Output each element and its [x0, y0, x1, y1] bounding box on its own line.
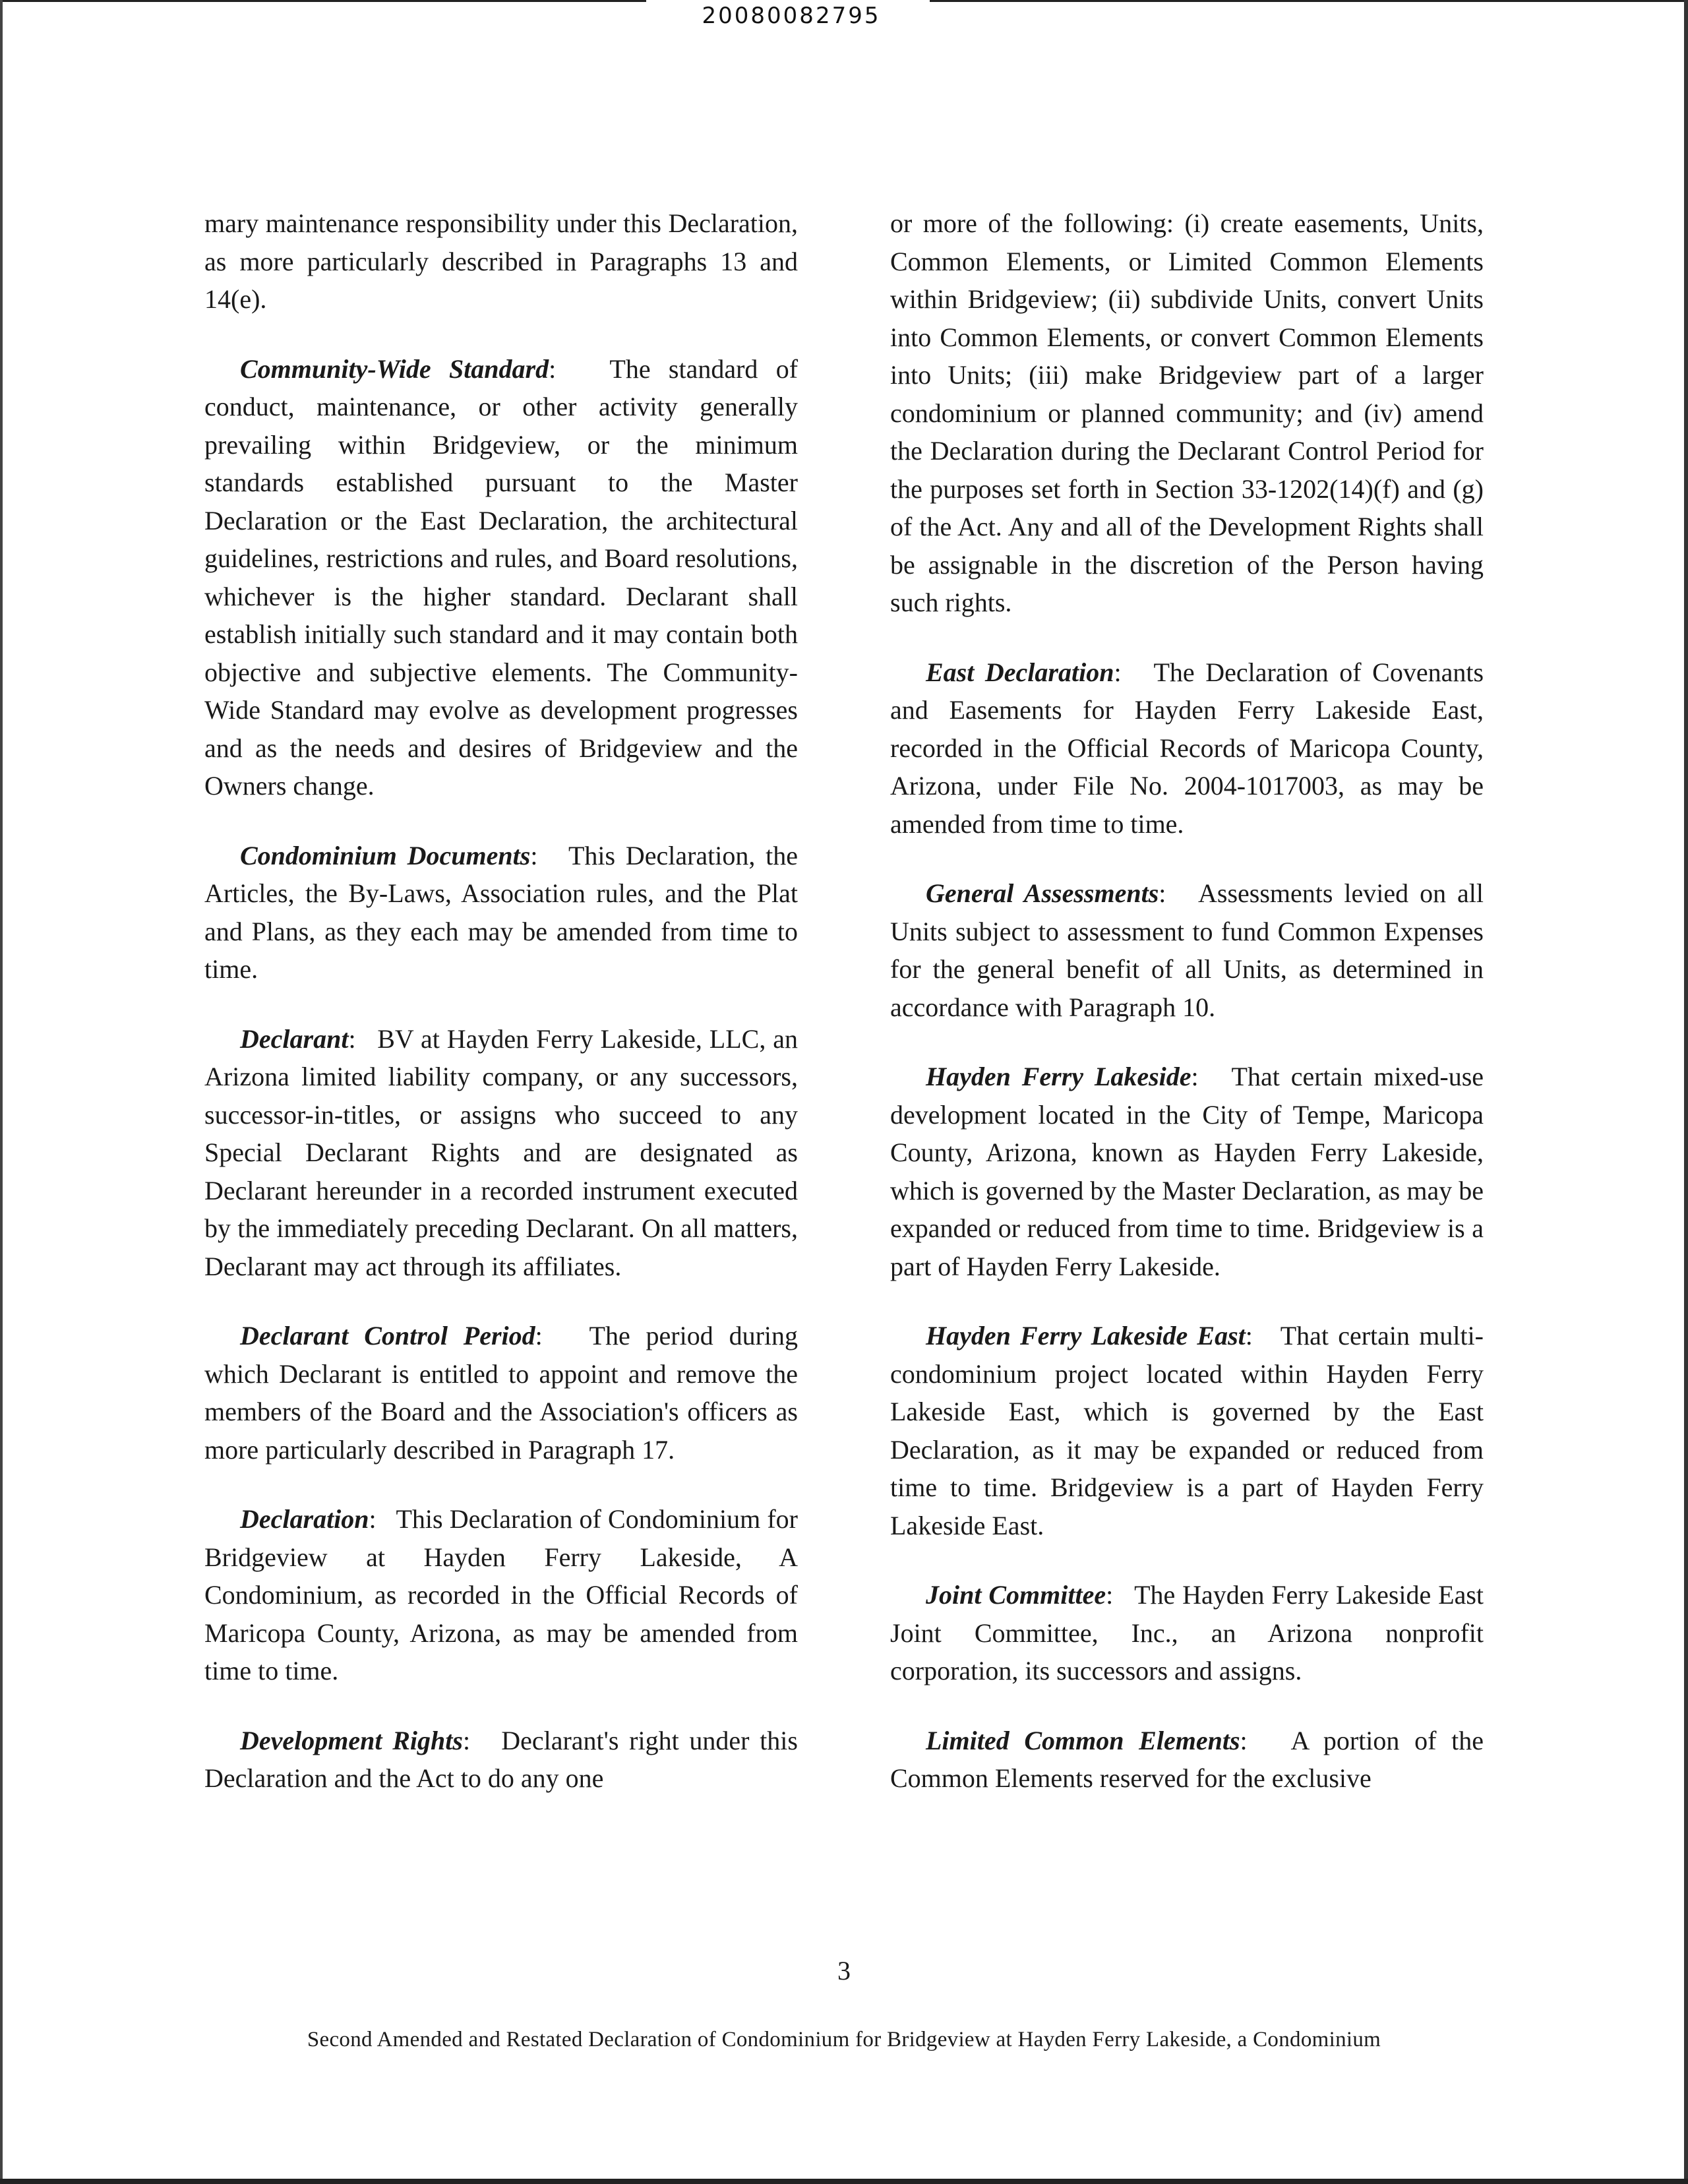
definition-declaration: Declaration: This Declaration of Condominium for Bridgeview at Hayden Ferry Lakeside, A Condominium, as recorded in the Official Records of Maricopa County, Arizona, as may be amended from time to time.: [204, 1504, 799, 1685]
definition-text: A portion of the Common Elements reserved for the exclusive: [890, 1725, 1484, 1793]
paragraph-text: mary maintenance responsibility under this Declaration, as more particularly described in Paragraphs 13 and 14(e).: [204, 208, 798, 314]
definition-text: Assessments levied on all Units subject to assessment to fund Common Expenses for the general benefit of all Units, as determined in accordance with Paragraph 10.: [890, 878, 1484, 1022]
page-number: 3: [837, 1956, 851, 1986]
footer-title: Second Amended and Restated Declaration of Condominium for Bridgeview at Hayden Ferry Lakeside, a Condominium: [307, 2028, 1381, 2051]
definition-text: Declarant's right under this Declaration and the Act to do any one: [204, 1725, 798, 1793]
term: Declarant Control Period: [240, 1321, 535, 1350]
term: Development Rights: [240, 1725, 463, 1755]
term: General Assessments: [926, 878, 1159, 908]
definition-text: This Declaration of Condominium for Bridgeview at Hayden Ferry Lakeside, A Condominium, as recorded in the Official Records of Maricopa County, Arizona, as may be amended from time to time.: [204, 1504, 799, 1685]
right-column: [890, 204, 1484, 1829]
definition-limited-common-elements: Limited Common Elements: A portion of the Common Elements reserved for the exclusive: [890, 1725, 1484, 1793]
definition-hayden-ferry-lakeside-east: Hayden Ferry Lakeside East: That certain multi-condominium project located within Hayden Ferry Lakeside East, which is governed by the East Declaration, as it may be expanded or reduced from time to time. Bridgeview is a part of Hayden Ferry Lakeside East.: [890, 1321, 1484, 1540]
paragraph-continued: [204, 204, 798, 318]
paragraph-continued: [890, 204, 1484, 622]
term: Hayden Ferry Lakeside: [926, 1062, 1191, 1091]
top-rule-left: [0, 0, 646, 2]
definition-hayden-ferry-lakeside: Hayden Ferry Lakeside: That certain mixed-use development located in the City of Tempe, Maricopa County, Arizona, known as Hayden Ferry Lakeside, which is governed by the Master Declaration, as may be expanded or reduced from time to time. Bridgeview is a part of Hayden Ferry Lakeside.: [890, 1062, 1484, 1281]
definition-text: The Hayden Ferry Lakeside East Joint Committee, Inc., an Arizona nonprofit corporation, its successors and assigns.: [890, 1580, 1484, 1685]
definition-text: The standard of conduct, maintenance, or other activity generally prevailing within Bridgeview, or the minimum standards established pursuant to the Master Declaration or the East Declaration, the architectural guidelines, restrictions and rules, and Board resolutions, whichever is the higher standard. Declarant shall establish initially such standard and it may contain both objective and subjective elements. The Community-Wide Standard may evolve as development progresses and as the needs and desires of Bridgeview and the Owners change.: [204, 353, 799, 801]
scan-border-bottom: [0, 2179, 1688, 2184]
definition-text: The Declaration of Covenants and Easements for Hayden Ferry Lakeside East, recorded in the Official Records of Maricopa County, Arizona, under File No. 2004-1017003, as may be amended from time to time.: [890, 657, 1484, 839]
definition-text: BV at Hayden Ferry Lakeside, LLC, an Arizona limited liability company, or any successors, successor-in-titles, or assigns who succeed to any Special Declarant Rights and are designated as Declarant hereunder in a recorded instrument executed by the immediately preceding Declarant. On all matters, Declarant may act through its affiliates.: [204, 1023, 798, 1281]
paragraph-text: or more of the following: (i) create easements, Units, Common Elements, or Limited Common Elements within Bridgeview; (ii) subdivide Units, convert Units into Common Elements, or convert Common Elements into Units; (iii) make Bridgeview part of a larger condominium or planned community; and (iv) amend the Declaration during the Declarant Control Period for the purposes set forth in Section 33-1202(14)(f) and (g) of the Act. Any and all of the Development Rights shall be assignable in the discretion of the Person having such rights.: [890, 208, 1484, 617]
definition-development-rights: Development Rights: Declarant's right under this Declaration and the Act to do any one: [204, 1725, 798, 1793]
term: Declaration: [240, 1504, 369, 1534]
top-rule-right: [930, 0, 1688, 2]
term: Declarant: [240, 1023, 349, 1054]
definition-text: This Declaration, the Articles, the By-Laws, Association rules, and the Plat and Plans, as they each may be amended from time to time.: [204, 840, 798, 984]
definition-joint-committee: Joint Committee: The Hayden Ferry Lakeside East Joint Committee, Inc., an Arizona nonprofit corporation, its successors and assigns.: [890, 1580, 1484, 1685]
definition-declarant-control-period: Declarant Control Period: The period during which Declarant is entitled to appoint and remove the members of the Board and the Association's officers as more particularly described in Paragraph 17.: [204, 1321, 799, 1465]
document-number: 20080082795: [702, 3, 881, 29]
definition-declarant: Declarant: BV at Hayden Ferry Lakeside, LLC, an Arizona limited liability company, or any successors, successor-in-titles, or assigns who succeed to any Special Declarant Rights and are designated as Declarant hereunder in a recorded instrument executed by the immediately preceding Declarant. On all matters, Declarant may act through its affiliates.: [204, 1023, 798, 1281]
term: Joint Committee: [926, 1580, 1106, 1610]
definition-community-wide-standard: Community-Wide Standard: The standard of conduct, maintenance, or other activity generally prevailing within Bridgeview, or the minimum standards established pursuant to the Master Declaration or the East Declaration, the architectural guidelines, restrictions and rules, and Board resolutions, whichever is the higher standard. Declarant shall establish initially such standard and it may contain both objective and subjective elements. The Community-Wide Standard may evolve as development progresses and as the needs and desires of Bridgeview and the Owners change.: [204, 353, 799, 801]
definition-condominium-documents: Condominium Documents: This Declaration, the Articles, the By-Laws, Association rules, and the Plat and Plans, as they each may be amended from time to time.: [204, 840, 798, 984]
left-column: [204, 204, 798, 1829]
definition-text: The period during which Declarant is entitled to appoint and remove the members of the Board and the Association's officers as more particularly described in Paragraph 17.: [204, 1321, 799, 1465]
definition-text: That certain mixed-use development located in the City of Tempe, Maricopa County, Arizona, known as Hayden Ferry Lakeside, which is governed by the Master Declaration, as may be expanded or reduced from time to time. Bridgeview is a part of Hayden Ferry Lakeside.: [890, 1062, 1484, 1281]
definition-east-declaration: East Declaration: The Declaration of Covenants and Easements for Hayden Ferry Lakeside East, recorded in the Official Records of Maricopa County, Arizona, under File No. 2004-1017003, as may be amended from time to time.: [890, 657, 1484, 839]
definition-general-assessments: General Assessments: Assessments levied on all Units subject to assessment to fund Common Expenses for the general benefit of all Units, as determined in accordance with Paragraph 10.: [890, 878, 1484, 1022]
term: Condominium Documents: [240, 840, 531, 870]
scan-border-right: [1684, 0, 1688, 2184]
term: Hayden Ferry Lakeside East: [926, 1321, 1246, 1350]
scan-border-left: [0, 0, 3, 2184]
definition-text: That certain multi-condominium project located within Hayden Ferry Lakeside East, which is governed by the East Declaration, as it may be expanded or reduced from time to time. Bridgeview is a part of Hayden Ferry Lakeside East.: [890, 1321, 1484, 1540]
term: East Declaration: [926, 657, 1114, 687]
term: Community-Wide Standard: [240, 353, 549, 384]
term: Limited Common Elements: [926, 1725, 1240, 1755]
